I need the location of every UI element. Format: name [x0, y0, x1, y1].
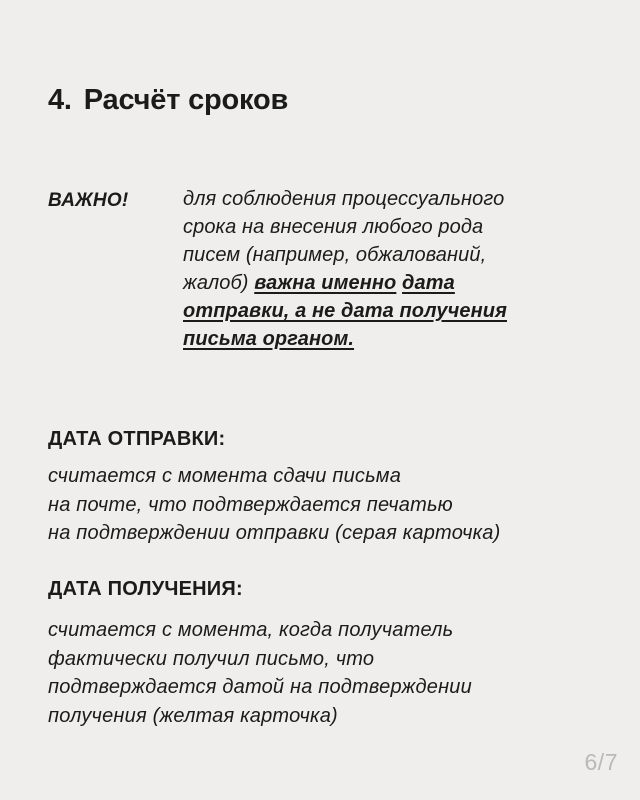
section-title-receipt-date: ДАТА ПОЛУЧЕНИЯ:	[48, 578, 243, 600]
section-line: подтверждается датой на подтверждении	[48, 676, 472, 698]
emphasis-text: отправки, а не дата получения	[183, 300, 507, 322]
section-line: на почте, что подтверждается печатью	[48, 493, 453, 516]
section-line: считается с момента, когда получатель	[48, 619, 454, 641]
emphasis-text: письма органом.	[183, 328, 355, 350]
important-note	[183, 185, 603, 353]
important-line-text: жалоб)	[183, 272, 255, 294]
section-line: считается с момента сдачи письма	[48, 465, 402, 487]
emphasis-text: важна именно	[254, 272, 397, 294]
important-line	[183, 269, 603, 297]
important-line: писем (например, обжалований,	[183, 244, 487, 266]
important-line	[183, 297, 603, 325]
section-text-receipt-date	[48, 616, 608, 730]
page-indicator: 6/7	[584, 749, 618, 775]
section-line: на подтверждении отправки (серая карточка)	[48, 522, 501, 544]
important-line: срока на внесения любого рода	[183, 216, 484, 238]
heading-title: Расчёт сроков	[83, 84, 289, 116]
section-text-dispatch-date	[48, 462, 608, 548]
emphasis-text: дата	[402, 272, 455, 294]
heading-number: 4.	[48, 84, 72, 116]
page-heading	[48, 84, 288, 117]
section-line: получения (желтая карточка)	[48, 704, 338, 727]
important-line: для соблюдения процессуального	[183, 188, 505, 210]
important-line	[183, 325, 603, 353]
section-line: фактически получил письмо, что	[48, 647, 375, 670]
section-title-dispatch-date: ДАТА ОТПРАВКИ:	[48, 428, 226, 450]
important-label: ВАЖНО!	[48, 190, 129, 211]
